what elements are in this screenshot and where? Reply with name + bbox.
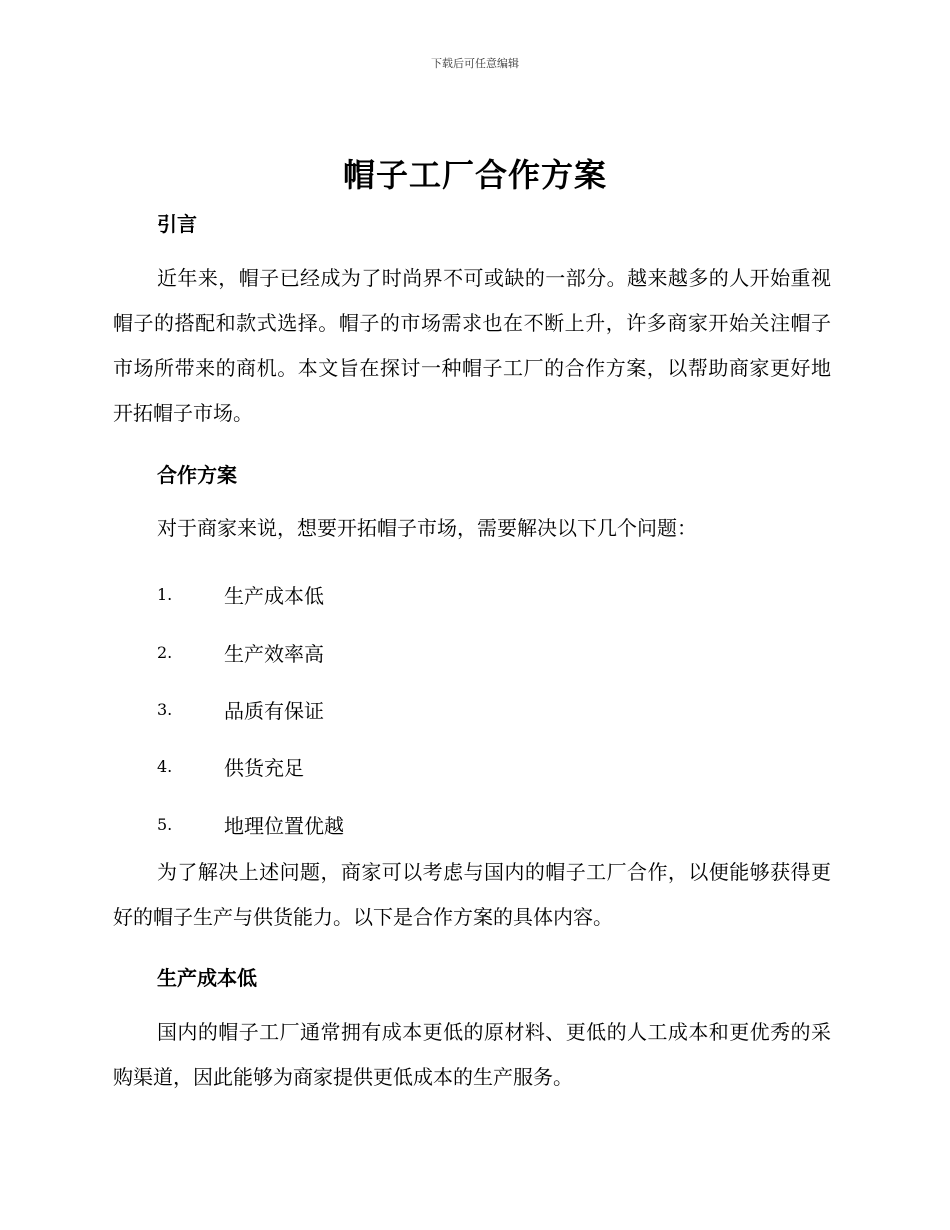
list-item-number: 2. bbox=[157, 642, 173, 662]
document-title: 帽子工厂合作方案 bbox=[342, 156, 607, 194]
section-heading-cooperation: 合作方案 bbox=[157, 463, 237, 487]
list-item bbox=[157, 566, 344, 623]
list-item-text: 生产成本低 bbox=[224, 584, 324, 609]
requirements-list bbox=[157, 566, 344, 853]
list-item-number: 1. bbox=[157, 585, 173, 605]
section-heading-low-cost: 生产成本低 bbox=[157, 966, 257, 990]
list-item-number: 4. bbox=[157, 757, 173, 777]
list-item bbox=[157, 681, 344, 738]
list-item-text: 供货充足 bbox=[224, 756, 304, 781]
list-item-number: 3. bbox=[157, 699, 173, 719]
list-item-text: 品质有保证 bbox=[224, 698, 324, 723]
list-item-text: 生产效率高 bbox=[224, 641, 324, 666]
header-note: 下载后可任意编辑 bbox=[431, 57, 519, 70]
section-heading-intro: 引言 bbox=[157, 212, 197, 236]
list-item bbox=[157, 738, 344, 795]
list-item bbox=[157, 796, 344, 853]
intro-paragraph: 近年来，帽子已经成为了时尚界不可或缺的一部分。越来越多的人开始重视帽子的搭配和款式选择。帽子的市场需求也在不断上升，许多商家开始关注帽子市场所带来的商机。本文旨在探讨一种帽子工厂的合作方案，以帮助商家更好地开拓帽子市场。 bbox=[113, 266, 831, 425]
list-item-number: 5. bbox=[157, 814, 173, 834]
low-cost-paragraph: 国内的帽子工厂通常拥有成本更低的原材料、更低的人工成本和更优秀的采购渠道，因此能够为商家提供更低成本的生产服务。 bbox=[113, 1020, 831, 1089]
list-item bbox=[157, 623, 344, 680]
cooperation-closing-paragraph: 为了解决上述问题，商家可以考虑与国内的帽子工厂合作，以便能够获得更好的帽子生产与供货能力。以下是合作方案的具体内容。 bbox=[113, 860, 831, 929]
list-item-text: 地理位置优越 bbox=[224, 813, 344, 838]
cooperation-lead-paragraph: 对于商家来说，想要开拓帽子市场，需要解决以下几个问题： bbox=[157, 516, 697, 540]
